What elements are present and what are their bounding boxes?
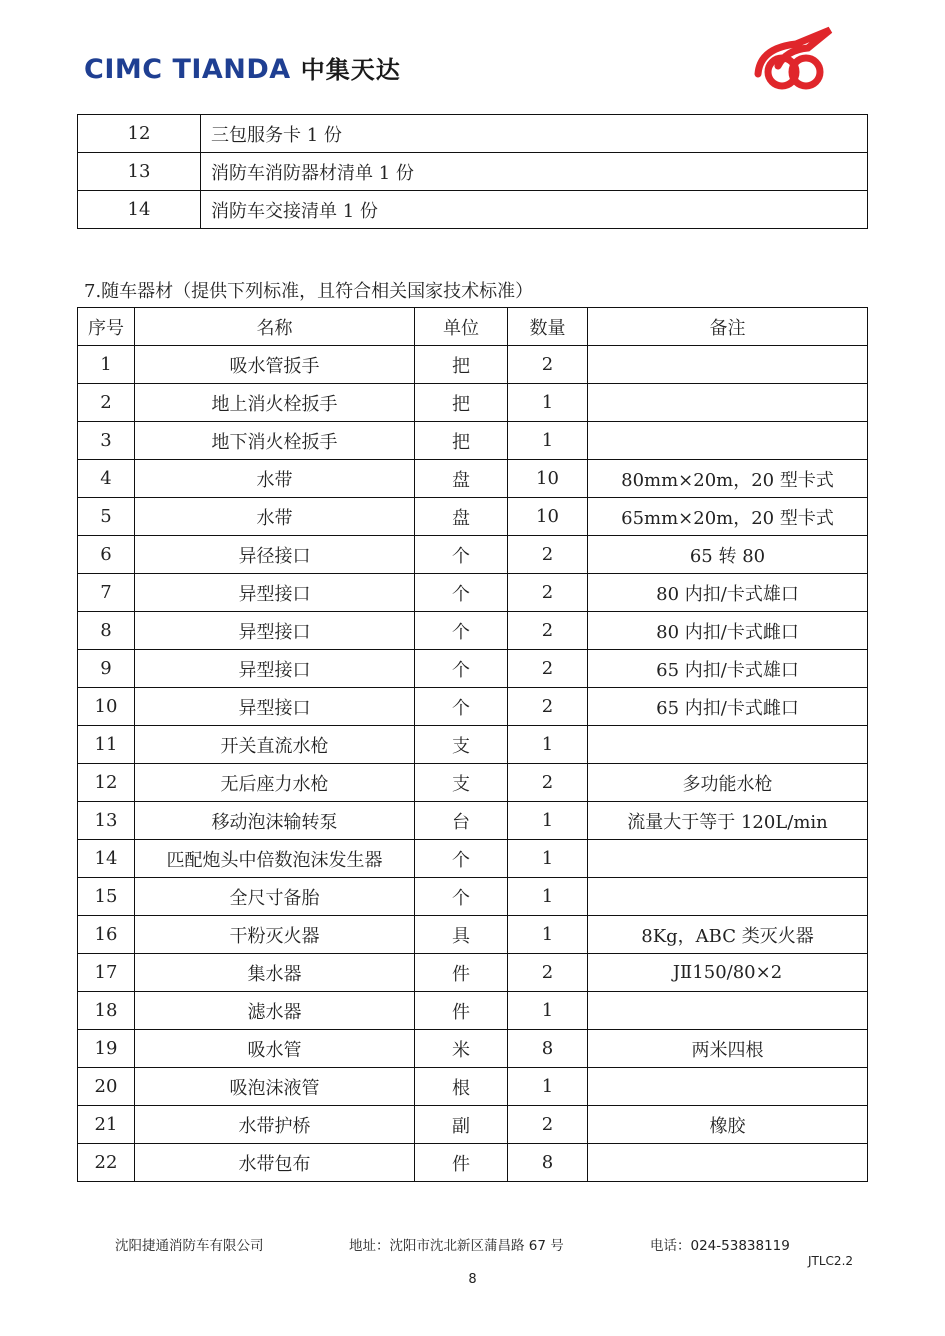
logo-chinese-text: 中集天达 (300, 56, 401, 84)
col-remark-cell: 80 内扣/卡式雄口 (588, 574, 868, 612)
table-row (78, 688, 868, 726)
col-quantity-cell: 1 (508, 916, 588, 954)
table-row (78, 1030, 868, 1068)
col-quantity-cell: 2 (508, 688, 588, 726)
col-number-cell: 16 (78, 916, 135, 954)
col-number-cell: 2 (78, 384, 135, 422)
col-remark-cell (588, 1144, 868, 1182)
col-quantity-cell: 1 (508, 878, 588, 916)
col-remark-cell: 80mm×20m，20 型卡式 (588, 460, 868, 498)
col-number-cell: 20 (78, 1068, 135, 1106)
col-quantity-cell: 2 (508, 650, 588, 688)
col-quantity-cell: 10 (508, 460, 588, 498)
col-unit-cell: 把 (415, 422, 508, 460)
table-row (78, 536, 868, 574)
col-unit-cell: 台 (415, 802, 508, 840)
row-description: 三包服务卡 1 份 (201, 115, 868, 153)
table-row (78, 191, 868, 229)
table-row (78, 764, 868, 802)
col-quantity-cell: 2 (508, 954, 588, 992)
table-row (78, 650, 868, 688)
col-unit-cell: 个 (415, 612, 508, 650)
table-row (78, 612, 868, 650)
col-number-cell: 6 (78, 536, 135, 574)
col-quantity-cell: 2 (508, 1106, 588, 1144)
col-number-cell: 12 (78, 764, 135, 802)
col-unit-cell: 支 (415, 764, 508, 802)
col-number-cell: 17 (78, 954, 135, 992)
row-description: 消防车消防器材清单 1 份 (201, 153, 868, 191)
table-row (78, 878, 868, 916)
table-header-row (78, 308, 868, 346)
table-row (78, 1068, 868, 1106)
col-number-cell: 14 (78, 840, 135, 878)
col-unit-cell: 件 (415, 954, 508, 992)
table-row (78, 1106, 868, 1144)
col-number-cell: 4 (78, 460, 135, 498)
col-remark-cell: 多功能水枪 (588, 764, 868, 802)
table-row (78, 992, 868, 1030)
col-quantity-cell: 10 (508, 498, 588, 536)
col-number-cell: 10 (78, 688, 135, 726)
col-name-cell: 异型接口 (135, 688, 415, 726)
col-remark-cell: 两米四根 (588, 1030, 868, 1068)
col-name-cell: 异型接口 (135, 574, 415, 612)
col-number-cell: 19 (78, 1030, 135, 1068)
col-number-cell: 18 (78, 992, 135, 1030)
col-name-cell: 异型接口 (135, 612, 415, 650)
col-number-cell: 3 (78, 422, 135, 460)
col-name-cell: 水带 (135, 460, 415, 498)
col-quantity-cell: 2 (508, 764, 588, 802)
col-name-cell: 吸水管 (135, 1030, 415, 1068)
col-remark-cell: 橡胶 (588, 1106, 868, 1144)
col-unit-cell: 件 (415, 1144, 508, 1182)
logo-latin-text: CIMC TIANDA (84, 54, 291, 85)
header-col-number: 序号 (78, 308, 135, 346)
table-row (78, 954, 868, 992)
col-number-cell: 7 (78, 574, 135, 612)
col-quantity-cell: 1 (508, 1068, 588, 1106)
col-remark-cell (588, 1068, 868, 1106)
col-unit-cell: 个 (415, 650, 508, 688)
footer-company: 沈阳捷通消防车有限公司 (115, 1238, 264, 1254)
col-unit-cell: 根 (415, 1068, 508, 1106)
col-name-cell: 全尺寸备胎 (135, 878, 415, 916)
col-unit-cell: 米 (415, 1030, 508, 1068)
col-quantity-cell: 2 (508, 536, 588, 574)
col-remark-cell: 流量大于等于 120L/min (588, 802, 868, 840)
service-documents-table (77, 114, 868, 229)
col-unit-cell: 个 (415, 536, 508, 574)
table-row (78, 498, 868, 536)
col-remark-cell: JⅡ150/80×2 (588, 954, 868, 992)
col-quantity-cell: 1 (508, 384, 588, 422)
header-col-name: 名称 (135, 308, 415, 346)
col-quantity-cell: 1 (508, 422, 588, 460)
col-number-cell: 21 (78, 1106, 135, 1144)
col-remark-cell (588, 992, 868, 1030)
col-remark-cell: 65 内扣/卡式雌口 (588, 688, 868, 726)
col-name-cell: 水带护桥 (135, 1106, 415, 1144)
section-title: 7.随车器材（提供下列标准，且符合相关国家技术标准） (84, 281, 534, 302)
table-row (78, 422, 868, 460)
col-remark-cell (588, 726, 868, 764)
col-remark-cell: 65 转 80 (588, 536, 868, 574)
col-name-cell: 干粉灭火器 (135, 916, 415, 954)
col-unit-cell: 具 (415, 916, 508, 954)
col-unit-cell: 副 (415, 1106, 508, 1144)
table-row (78, 802, 868, 840)
col-unit-cell: 个 (415, 574, 508, 612)
company-emblem-icon (748, 26, 836, 94)
col-name-cell: 无后座力水枪 (135, 764, 415, 802)
col-quantity-cell: 1 (508, 992, 588, 1030)
col-name-cell: 地下消火栓扳手 (135, 422, 415, 460)
col-quantity-cell: 8 (508, 1144, 588, 1182)
col-number-cell: 5 (78, 498, 135, 536)
table-row (78, 115, 868, 153)
table-row (78, 384, 868, 422)
col-number-cell: 15 (78, 878, 135, 916)
col-name-cell: 滤水器 (135, 992, 415, 1030)
company-logo (84, 50, 401, 85)
table-row (78, 346, 868, 384)
equipment-table (77, 307, 868, 1182)
col-name-cell: 吸水管扳手 (135, 346, 415, 384)
row-number: 14 (78, 191, 201, 229)
table-row (78, 460, 868, 498)
header-col-remark: 备注 (588, 308, 868, 346)
col-unit-cell: 盘 (415, 498, 508, 536)
col-unit-cell: 把 (415, 384, 508, 422)
footer-address: 地址：沈阳市沈北新区蒲昌路 67 号 (349, 1238, 564, 1254)
col-name-cell: 水带 (135, 498, 415, 536)
col-name-cell: 水带包布 (135, 1144, 415, 1182)
col-name-cell: 吸泡沫液管 (135, 1068, 415, 1106)
row-description: 消防车交接清单 1 份 (201, 191, 868, 229)
col-number-cell: 8 (78, 612, 135, 650)
col-remark-cell (588, 878, 868, 916)
col-unit-cell: 个 (415, 840, 508, 878)
col-name-cell: 异径接口 (135, 536, 415, 574)
col-name-cell: 地上消火栓扳手 (135, 384, 415, 422)
table-row (78, 574, 868, 612)
col-quantity-cell: 2 (508, 612, 588, 650)
table-row (78, 1144, 868, 1182)
col-name-cell: 开关直流水枪 (135, 726, 415, 764)
table-row (78, 726, 868, 764)
col-unit-cell: 把 (415, 346, 508, 384)
col-quantity-cell: 2 (508, 574, 588, 612)
table-row (78, 153, 868, 191)
col-number-cell: 9 (78, 650, 135, 688)
col-name-cell: 匹配炮头中倍数泡沫发生器 (135, 840, 415, 878)
table-row (78, 916, 868, 954)
page-number: 8 (468, 1272, 477, 1287)
footer-phone: 电话：024-53838119 (650, 1238, 790, 1254)
col-remark-cell (588, 840, 868, 878)
table-row (78, 840, 868, 878)
col-remark-cell (588, 384, 868, 422)
col-unit-cell: 件 (415, 992, 508, 1030)
col-quantity-cell: 1 (508, 802, 588, 840)
col-name-cell: 异型接口 (135, 650, 415, 688)
col-quantity-cell: 8 (508, 1030, 588, 1068)
col-number-cell: 13 (78, 802, 135, 840)
col-name-cell: 集水器 (135, 954, 415, 992)
col-remark-cell: 65mm×20m，20 型卡式 (588, 498, 868, 536)
col-quantity-cell: 2 (508, 346, 588, 384)
col-remark-cell: 80 内扣/卡式雌口 (588, 612, 868, 650)
col-remark-cell: 8Kg，ABC 类灭火器 (588, 916, 868, 954)
header-col-quantity: 数量 (508, 308, 588, 346)
col-number-cell: 1 (78, 346, 135, 384)
col-remark-cell (588, 422, 868, 460)
col-quantity-cell: 1 (508, 726, 588, 764)
row-number: 12 (78, 115, 201, 153)
col-unit-cell: 个 (415, 688, 508, 726)
col-number-cell: 22 (78, 1144, 135, 1182)
col-unit-cell: 盘 (415, 460, 508, 498)
col-unit-cell: 个 (415, 878, 508, 916)
col-number-cell: 11 (78, 726, 135, 764)
col-name-cell: 移动泡沫输转泵 (135, 802, 415, 840)
document-code: JTLC2.2 (808, 1254, 854, 1268)
col-quantity-cell: 1 (508, 840, 588, 878)
col-remark-cell (588, 346, 868, 384)
col-remark-cell: 65 内扣/卡式雄口 (588, 650, 868, 688)
header-col-unit: 单位 (415, 308, 508, 346)
row-number: 13 (78, 153, 201, 191)
col-unit-cell: 支 (415, 726, 508, 764)
